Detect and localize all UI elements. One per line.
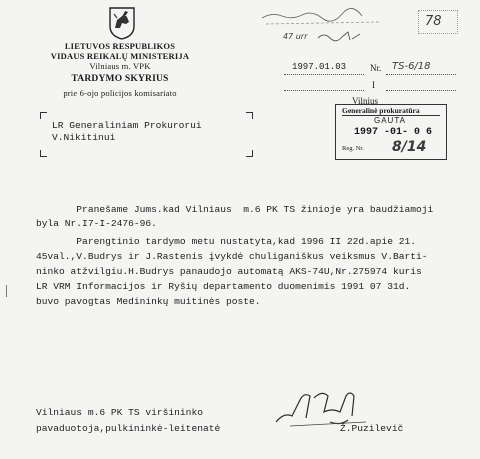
- second-nr-label: I: [372, 80, 375, 90]
- signatory-name: Ž.Puzilevič: [340, 423, 404, 434]
- second-underline-left: [284, 90, 364, 91]
- body-line-3: Parengtinio tardymo metu nustatyta,kad 1996 II 22d.apie 21.: [36, 236, 416, 247]
- document-date: 1997.01.03: [292, 62, 347, 72]
- note-scribble: [316, 28, 362, 44]
- addressee-corner-bottom-left: [40, 150, 47, 157]
- stamp-date: 1997 -01- 0 6: [354, 127, 433, 138]
- letterhead-line-4: TARDYMO SKYRIUS: [71, 74, 169, 84]
- second-line: [268, 78, 458, 92]
- body-line-4: 45val.,V.Budrys ir J.Rastenis įvykdė chuliganiškus veiksmus V.Barti-: [36, 251, 428, 262]
- page-number-mark: 78: [425, 14, 442, 29]
- number-underline: [386, 74, 456, 75]
- second-underline-right: [386, 90, 456, 91]
- letterhead-line-3: Vilniaus m. VPK: [89, 61, 151, 71]
- body-line-6: LR VRM Informacijos ir Ryšių departamento duomenimis 1991 07 31d.: [36, 281, 411, 292]
- body-line-2: byla Nr.I7-I-2476-96.: [36, 218, 157, 229]
- date-underline: [284, 74, 364, 75]
- addressee-corner-bottom-right: [246, 150, 253, 157]
- addressee-line-2: V.Nikitinui: [52, 132, 116, 143]
- city-label: Vilnius: [352, 96, 378, 106]
- letterhead-line-5: prie 6-ojo policijos komisariato: [63, 88, 177, 98]
- coat-of-arms-emblem: [108, 6, 136, 40]
- letterhead-line-1: LIETUVOS RESPUBLIKOS: [64, 41, 176, 51]
- body-line-5: ninko atžvilgiu.H.Budrys panaudojo automatą AKS-74U,Nr.275974 kuris: [36, 266, 422, 277]
- signature-line-1: Vilniaus m.6 PK TS viršininko: [36, 407, 203, 418]
- body-line-1: Pranešame Jums.kad Vilniaus m.6 PK TS žinioje yra baudžiamoji: [36, 204, 434, 215]
- date-line: [268, 62, 458, 76]
- stamp-gauta: GAUTA: [374, 116, 406, 125]
- stamp-reg-value: 8/14: [392, 139, 427, 155]
- stamp-org: Generalinė prokuratūra: [342, 106, 440, 116]
- body-line-7: buvo pavogtas Medininkų muitinės poste.: [36, 296, 261, 307]
- addressee-corner-top-left: [40, 112, 47, 119]
- nr-label: Nr.: [370, 63, 382, 73]
- margin-mark: [6, 285, 11, 297]
- letterhead-line-2: VIDAUS REIKALŲ MINISTERIJA: [50, 51, 190, 61]
- addressee-line-1: LR Generaliniam Prokurorui: [52, 120, 202, 131]
- document-number: TS-6/18: [392, 61, 431, 72]
- received-stamp: [335, 104, 447, 160]
- page-mark-box: [418, 10, 458, 34]
- stamp-reg-label: Reg. Nr.: [342, 145, 364, 152]
- signature-line-2: pavaduotoja,pulkininkė-leitenatė: [36, 423, 221, 434]
- handwritten-note: 47 urr: [283, 32, 308, 41]
- addressee-corner-top-right: [246, 112, 253, 119]
